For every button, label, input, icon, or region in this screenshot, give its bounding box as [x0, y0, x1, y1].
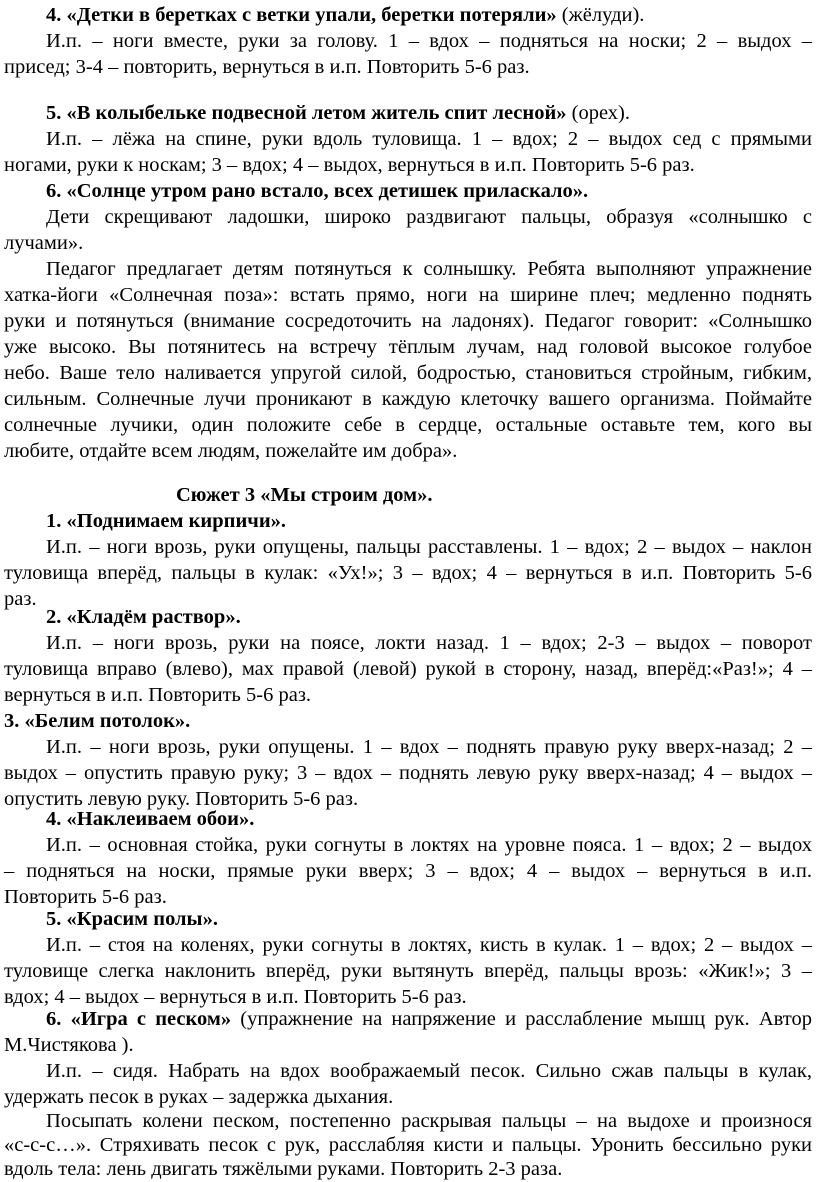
- exercise-heading: 5. «Красим полы».: [46, 908, 218, 930]
- exercise-text-line: «с-с-с…». Стряхивать песок с рук, расслабляя кисти и пальцы. Уронить бессильно руки: [4, 1134, 812, 1156]
- exercise-text-line: вдох; 4 – выдох – вернуться в и.п. Повторить 5-6 раз.: [4, 986, 467, 1008]
- section-title: Сюжет 3 «Мы строим дом».: [176, 484, 433, 506]
- paragraph-line: хатка-йоги «Солнечная поза»: встать прямо, ноги на ширине плеч; медленно поднять: [4, 284, 812, 306]
- exercise-text-line: вернуться в и.п. Повторить 5-6 раз.: [4, 684, 312, 706]
- exercise-heading: 3. «Белим потолок».: [4, 710, 191, 732]
- exercise-text-line: туловища вперёд, пальцы в кулак: «Ух!»; 3 – вдох; 4 – вернуться в и.п. Повторить 5-6: [4, 562, 812, 584]
- exercise-text-line: Посыпать колени песком, постепенно раскрывая пальцы – на выдохе и произнося: [46, 1110, 812, 1132]
- exercise-heading: 1. «Поднимаем кирпичи».: [46, 510, 287, 532]
- exercise-text-line: раз.: [4, 588, 37, 610]
- paragraph-line: Педагог предлагает детям потянуться к солнышку. Ребята выполняют упражнение: [46, 258, 812, 280]
- exercise-text-line: И.п. – ноги врозь, руки на поясе, локти назад. 1 – вдох; 2-3 – выдох – поворот: [46, 632, 812, 654]
- exercise-text-line: – подняться на носки, прямые руки вверх; 3 – вдох; 4 – выдох – вернуться в и.п.: [4, 860, 812, 882]
- paragraph-line: солнечные лучики, один положите себе в сердце, остальные оставьте тем, кого вы: [4, 414, 812, 436]
- exercise-text-line: ногами, руки к носкам; 3 – вдох; 4 – выдох, вернуться в и.п. Повторить 5-6 раз.: [4, 154, 695, 176]
- paragraph-line: любите, отдайте всем людям, пожелайте им добра».: [4, 440, 458, 462]
- exercise-text-line: туловище слегка наклонить вперёд, руки вытянуть вперёд, пальцы врозь: «Жик!»; 3 –: [4, 960, 812, 982]
- exercise-text-line: присед; 3-4 – повторить, вернуться в и.п. Повторить 5-6 раз.: [4, 56, 530, 78]
- exercise-text-line: удержать песок в руках – задержка дыхания.: [4, 1086, 394, 1108]
- exercise-heading: 6. «Солнце утром рано встало, всех детишек приласкало».: [46, 180, 589, 202]
- paragraph-line: уже высоко. Вы потянитесь на встречу тёплым лучам, над головой высокое голубое: [4, 336, 812, 358]
- exercise-heading: 6. «Игра с песком» (упражнение на напряжение и расслабление мышц рук. Автор: [46, 1008, 812, 1030]
- exercise-text-line: выдох – опустить правую руку; 3 – вдох – поднять левую руку вверх-назад; 4 – выдох –: [4, 762, 812, 784]
- exercise-text-line: И.п. – сидя. Набрать на вдох воображаемый песок. Сильно сжав пальцы в кулак,: [46, 1060, 812, 1082]
- exercise-heading-continued: М.Чистякова ).: [4, 1034, 134, 1056]
- exercise-text-line: И.п. – стоя на коленях, руки согнуты в локтях, кисть в кулак. 1 – вдох; 2 – выдох –: [46, 934, 812, 956]
- paragraph-line: небо. Ваше тело наливается упругой силой, бодростью, становиться стройным, гибким,: [4, 362, 812, 384]
- exercise-heading: 5. «В колыбельке подвесной летом житель спит лесной» (орех).: [46, 102, 631, 124]
- exercise-text-line: лучами».: [4, 232, 84, 254]
- exercise-heading: 4. «Наклеиваем обои».: [46, 808, 255, 830]
- paragraph-line: сильным. Солнечные лучи проникают в каждую клеточку вашего организма. Поймайте: [4, 388, 812, 410]
- exercise-text-line: И.п. – лёжа на спине, руки вдоль туловища. 1 – вдох; 2 – выдох сед с прямыми: [46, 128, 812, 150]
- exercise-text-line: И.п. – ноги вместе, руки за голову. 1 – вдох – подняться на носки; 2 – выдох –: [46, 30, 812, 52]
- exercise-text-line: И.п. – основная стойка, руки согнуты в локтях на уровне пояса. 1 – вдох; 2 – выдох: [46, 834, 812, 856]
- exercise-text-line: И.п. – ноги врозь, руки опущены, пальцы расставлены. 1 – вдох; 2 – выдох – наклон: [46, 536, 812, 558]
- exercise-text-line: И.п. – ноги врозь, руки опущены. 1 – вдох – поднять правую руку вверх-назад; 2 –: [46, 736, 812, 758]
- paragraph-line: руки и потянуться (внимание сосредоточить на ладонях). Педагог говорит: «Солнышко: [4, 310, 812, 332]
- exercise-text-line: вдоль тела: лень двигать тяжёлыми руками. Повторить 2-3 раза.: [4, 1158, 563, 1180]
- exercise-heading: 4. «Детки в беретках с ветки упали, беретки потеряли» (жёлуди).: [46, 4, 645, 26]
- exercise-text-line: Дети скрещивают ладошки, широко раздвигают пальцы, образуя «солнышко с: [46, 206, 812, 228]
- exercise-text-line: Повторить 5-6 раз.: [4, 886, 167, 908]
- exercise-heading: 2. «Кладём раствор».: [46, 606, 241, 628]
- exercise-text-line: опустить левую руку. Повторить 5-6 раз.: [4, 788, 359, 810]
- exercise-text-line: туловища вправо (влево), мах правой (левой) рукой в сторону, назад, вперёд:«Раз!»; 4 –: [4, 658, 812, 680]
